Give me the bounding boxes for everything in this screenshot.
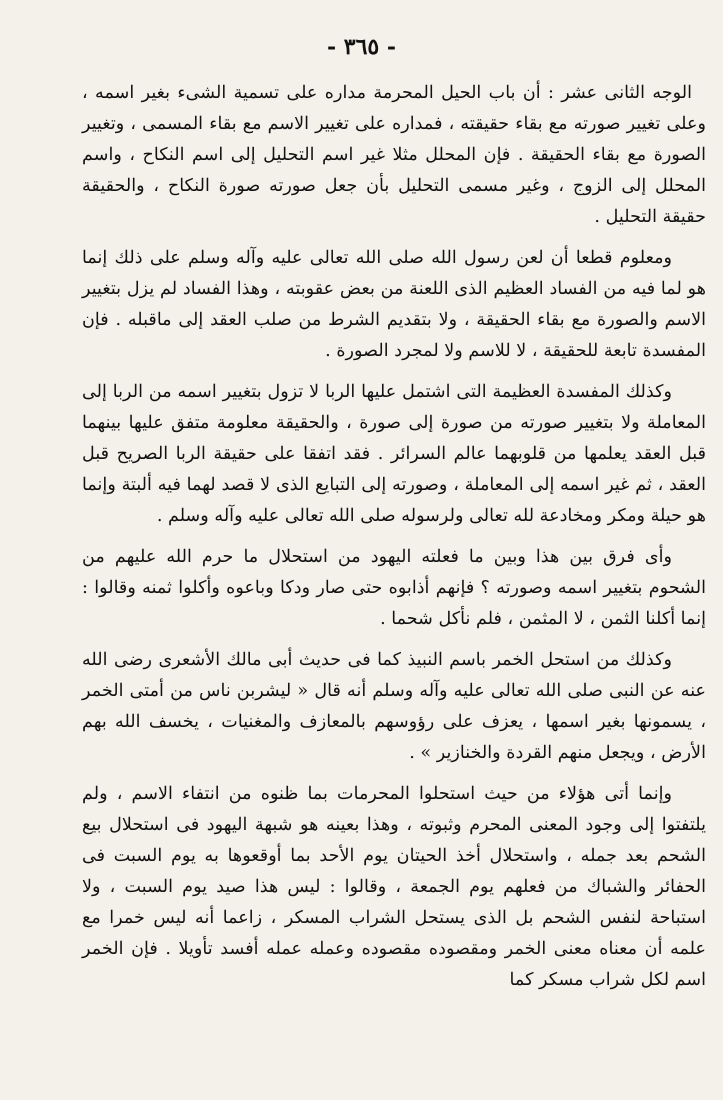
body-text xyxy=(82,78,706,996)
paragraph-curse-of-muhallil: ومعلوم قطعا أن لعن رسول الله صلى الله تعالى عليه وآله وسلم على ذلك إنما هو لما فيه من الفساد العظيم الذى اللعنة من بعض عقوبته ، وهذا الفساد لم يزل بتغيير الاسم والصورة مع بقاء الحقيقة ، ولا بتقديم الشرط من صلب العقد إلى ماقبله . فإن المفسدة تابعة للحقيقة ، لا للاسم ولا لمجرد الصورة . xyxy=(82,248,706,361)
page-number: - ٣٦٥ - xyxy=(326,34,397,60)
paragraph-jews-fat: وأى فرق بين هذا وبين ما فعلته اليهود من استحلال ما حرم الله عليهم من الشحوم بتغيير اسمه وصورته ؟ فإنهم أذابوه حتى صار ودكا وباعوه وأكلوا ثمنه وقالوا : إنما أكلنا الثمن ، لا المثمن ، فلم نأكل شحما . xyxy=(82,547,706,629)
paragraph-name-vs-meaning: وإنما أتى هؤلاء من حيث استحلوا المحرمات بما ظنوه من انتفاء الاسم ، ولم يلتفتوا إلى وجود المعنى المحرم وثبوته ، وهذا بعينه هو شبهة اليهود فى استحلال بيع الشحم بعد جمله ، واستحلال أخذ الحيتان يوم الأحد بما أوقعوها به يوم السبت فى الحفائر والشباك من فعلهم يوم الجمعة ، وقالوا : ليس هذا صيد يوم السبت ، ولا استباحة لنفس الشحم بل الذى يستحل الشراب المسكر ، زاعما أنه ليس خمرا مع علمه أن معناه معنى الخمر ومقصوده مقصوده وعمله عمله أفسد تأويلا . فإن الخمر اسم لكل شراب مسكر كما xyxy=(82,784,706,990)
paragraph-twelfth-aspect: الوجه الثانى عشر : أن باب الحيل المحرمة مداره على تسمية الشىء بغير اسمه ، وعلى تغيير صورته مع بقاء حقيقته ، فمداره على تغيير الاسم مع بقاء المسمى ، وتغيير الصورة مع بقاء الحقيقة . فإن المحلل مثلا غير اسم التحليل إلى اسم النكاح ، واسم المحلل إلى الزوج ، وغير مسمى التحليل بأن جعل صورته صورة النكاح ، والحقيقة حقيقة التحليل . xyxy=(82,83,707,227)
paragraph-riba-renaming: وكذلك المفسدة العظيمة التى اشتمل عليها الربا لا تزول بتغيير اسمه من الربا إلى المعاملة ولا بتغيير صورته من صورة إلى صورة ، والحقيقة معلومة متفق عليها بينهما قبل العقد يعلمها من قلوبهما عالم السرائر . فقد اتفقا على حقيقة الربا الصريح قبل العقد ، ثم غير اسمه إلى المعاملة ، وصورته إلى التبايع الذى لا قصد لهما فيه ألبتة وإنما هو حيلة ومكر ومخادعة لله تعالى ولرسوله صلى الله تعالى عليه وآله وسلم . xyxy=(82,382,706,526)
paragraph-wine-as-nabidh: وكذلك من استحل الخمر باسم النبيذ كما فى حديث أبى مالك الأشعرى رضى الله عنه عن النبى صلى الله تعالى عليه وآله وسلم أنه قال « ليشربن ناس من أمتى الخمر ، يسمونها بغير اسمها ، يعزف على رؤوسهم بالمعازف والمغنيات ، يخسف الله بهم الأرض ، ويجعل منهم القردة والخنازير » . xyxy=(82,650,706,763)
